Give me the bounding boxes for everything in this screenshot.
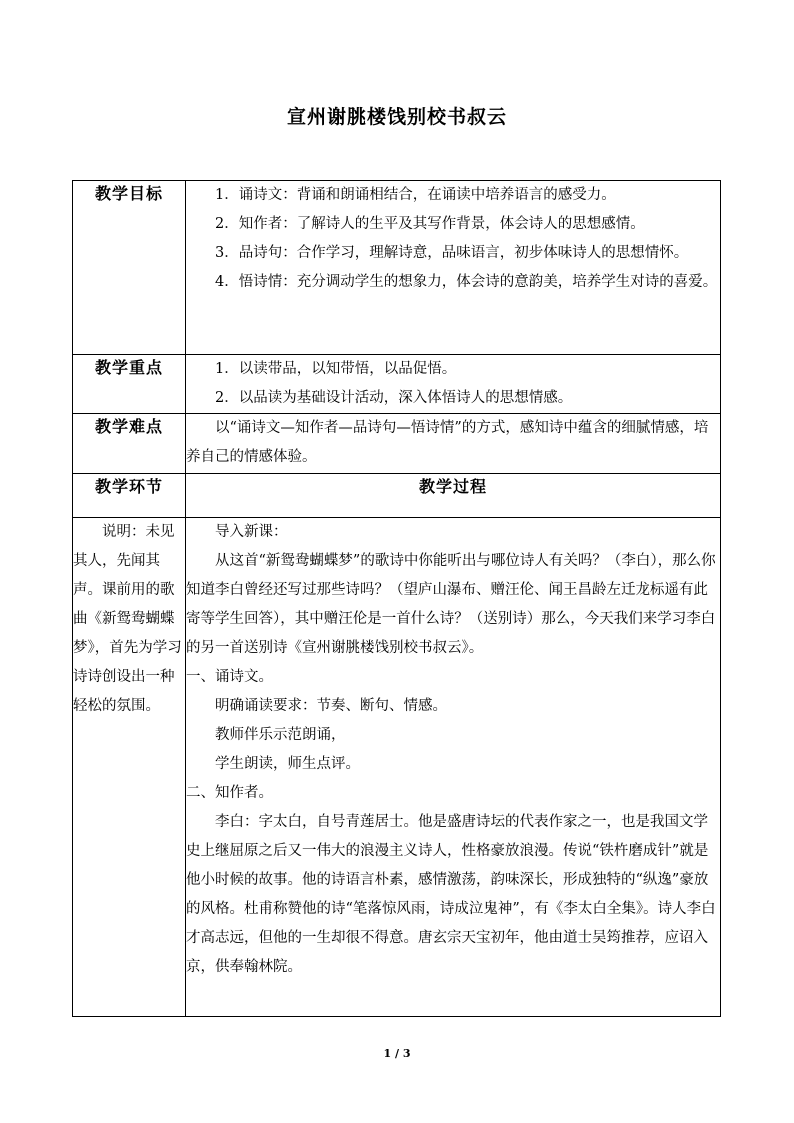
key-content <box>186 355 721 414</box>
goals-label: 教学目标 <box>73 181 186 355</box>
process-paragraph: 李白：字太白，自号青莲居士。他是盛唐诗坛的代表作家之一，也是我国文学史上继屈原之后又一伟大的浪漫主义诗人，性格豪放浪漫。传说“铁杵磨成针”就是他小时候的故事。他的诗语言朴素，感情激荡，韵味深长，形成独特的“纵逸”豪放的风格。杜甫称赞他的诗“笔落惊风雨，诗成泣鬼神”，有《李太白全集》。诗人李白才高志远，但他的一生却很不得意。唐玄宗天宝初年，他由道士吴筠推荐，应诏入京，供奉翰林院。 <box>186 814 716 975</box>
document-title: 宣州谢朓楼饯别校书叔云 <box>286 106 507 128</box>
goal-item: 2．知作者：了解诗人的生平及其写作背景，体会诗人的思想感情。 <box>215 216 645 232</box>
process-paragraph: 从这首“新鸳鸯蝴蝶梦”的歌诗中你能听出与哪位诗人有关吗？（李白），那么你知道李白曾经还写过那些诗吗？（望庐山瀑布、赠汪伦、闻王昌龄左迁龙标遥有此寄等学生回答），其中赠汪伦是一首什么诗？（送别诗）那么，今天我们来学习李白的另一首送别诗《宣州谢朓楼饯别校书叔云》。 <box>186 553 716 656</box>
goal-item: 1．诵诗文：背诵和朗诵相结合，在诵读中培养语言的感受力。 <box>215 187 616 203</box>
process-content <box>186 518 721 1017</box>
lesson-plan-table <box>72 180 721 1017</box>
process-paragraph: 教师伴乐示范朗诵， <box>215 727 346 743</box>
row-goals <box>73 181 721 355</box>
row-header <box>73 474 721 518</box>
goal-item: 3．品诗句：合作学习，理解诗意，品味语言，初步体味诗人的思想情怀。 <box>215 245 689 261</box>
row-key <box>73 355 721 414</box>
key-item: 2．以品读为基础设计活动，深入体悟诗人的思想情感。 <box>215 390 573 406</box>
row-difficulty <box>73 414 721 474</box>
goal-item: 4．悟诗情：充分调动学生的想象力，体会诗的意韵美，培养学生对诗的喜爱。 <box>215 274 718 290</box>
process-note: 说明：未见其人，先闻其声。课前用的歌曲《新鸳鸯蝴蝶梦》，首先为学习诗诗创设出一种轻松的氛围。 <box>73 518 186 1017</box>
key-label: 教学重点 <box>73 355 186 414</box>
page-number: 1 / 3 <box>383 1047 411 1060</box>
process-paragraph: 明确诵读要求：节奏、断句、情感。 <box>215 698 447 714</box>
process-paragraph: 导入新课： <box>215 524 288 540</box>
difficulty-item: 以“诵诗文—知作者—品诗句—悟诗情”的方式，感知诗中蕴含的细腻情感，培养自己的情感体验。 <box>186 420 709 465</box>
difficulty-label: 教学难点 <box>73 414 186 474</box>
goals-content <box>186 181 721 355</box>
process-paragraph: 学生朗读，师生点评。 <box>215 756 360 772</box>
header-left: 教学环节 <box>73 474 186 518</box>
process-paragraph: 二、知作者。 <box>186 785 273 801</box>
difficulty-content <box>186 414 721 474</box>
row-process <box>73 518 721 1017</box>
process-paragraph: 一、诵诗文。 <box>186 669 273 685</box>
key-item: 1．以读带品，以知带悟，以品促悟。 <box>215 361 457 377</box>
header-right: 教学过程 <box>186 474 721 518</box>
